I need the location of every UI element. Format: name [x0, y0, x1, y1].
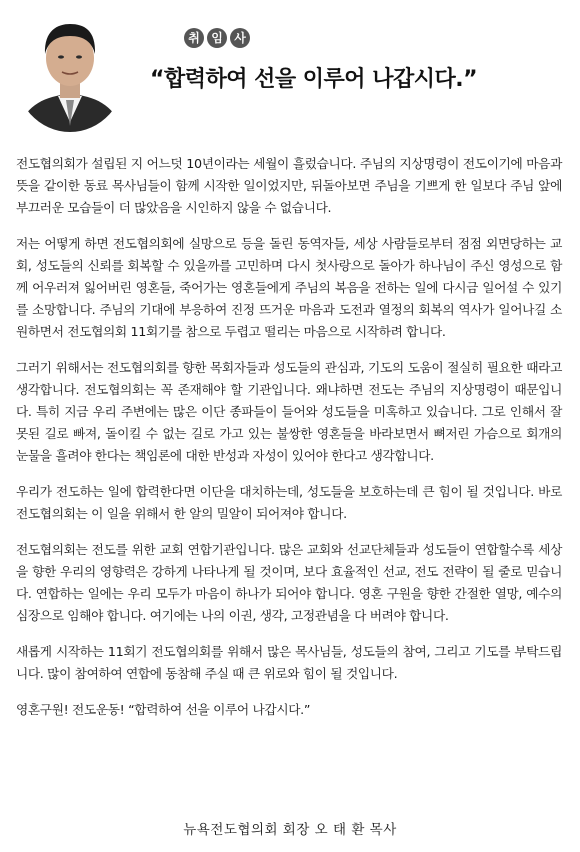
- body-text: [16, 153, 562, 735]
- badge-char: 사: [230, 28, 250, 48]
- paragraph: 우리가 전도하는 일에 합력한다면 이단을 대치하는데, 성도들을 보호하는데 큰 힘이 될 것입니다. 바로 전도협의회는 이 일을 위해서 한 알의 밀알이 되어져야 합니다.: [16, 484, 562, 521]
- portrait-illustration: [14, 10, 126, 132]
- paragraph: 새롭게 시작하는 11회기 전도협의회를 위해서 많은 목사님들, 성도들의 참여, 그리고 기도를 부탁드립니다. 많이 참여하여 연합에 동참해 주실 때 큰 위로와 힘이 될 것입니다.: [16, 644, 562, 681]
- portrait-photo: [14, 10, 126, 132]
- paragraph: 전도협의회가 설립된 지 어느덧 10년이라는 세월이 흘렀습니다. 주님의 지상명령이 전도이기에 마음과 뜻을 같이한 동료 목사님들이 함께 시작한 일이었지만, 뒤돌아보면 주님을 기쁘게 한 일보다 주님 앞에 부끄러운 모습들이 더 많았음을 시인하지 않을 수 없습니다.: [16, 156, 562, 215]
- headline: “합력하여 선을 이루어 나갑시다.”: [150, 67, 478, 92]
- badge-char: 취: [184, 28, 204, 48]
- paragraph: 그러기 위해서는 전도협의회를 향한 목회자들과 성도들의 관심과, 기도의 도움이 절실히 필요한 때라고 생각합니다. 전도협의회는 꼭 존재해야 할 기관입니다. 왜냐하면 전도는 주님의 지상명령이 때문입니다. 특히 지금 우리 주변에는 많은 이단 종파들이 들어와 성도들을 미혹하고 있습니다. 그로 인해서 잘못된 길로 빠져, 돌이킬 수 없는 길로 가고 있는 불쌍한 영혼들을 바라보면서 뼈저린 가슴으로 회개의 눈물을 흘려야 한다는 책임론에 대한 반성과 자성이 있어야 한다고 생각합니다.: [16, 360, 562, 463]
- badge-row: [184, 28, 250, 48]
- badge-char: 임: [207, 28, 227, 48]
- paragraph: 저는 어떻게 하면 전도협의회에 실망으로 등을 돌린 동역자들, 세상 사람들로부터 점점 외면당하는 교회, 성도들의 신뢰를 회복할 수 있을까를 고민하며 다시 첫사랑으로 돌아가 하나님이 주신 영성으로 함께 어우러져 잃어버린 영혼들, 죽어가는 영혼들에게 주님의 복음을 전하는 일에 다시금 일어설 수 있기를 소망합니다. 주님의 기대에 부응하여 진정 뜨거운 마음과 도전과 열정의 회복의 역사가 일어나길 소원하면서 전도협의회 11회기를 참으로 두렵고 떨리는 마음으로 시작하려 합니다.: [16, 236, 562, 339]
- paragraph: 전도협의회는 전도를 위한 교회 연합기관입니다. 많은 교회와 선교단체들과 성도들이 연합할수록 세상을 향한 우리의 영향력은 강하게 나타나게 될 것이며, 보다 효율적인 선교, 전도 전략이 될 줄로 믿습니다. 연합하는 일에는 우리 모두가 마음이 하나가 되어야 합니다. 영혼 구원을 향한 간절한 열망, 예수의 심장으로 임해야 합니다. 여기에는 나의 이권, 생각, 고정관념을 다 버려야 합니다.: [16, 542, 562, 623]
- paragraph: 영혼구원! 전도운동! “합력하여 선을 이루어 나갑시다.”: [16, 702, 311, 717]
- signature: 뉴욕전도협의회 회장 오 태 환 목사: [183, 822, 397, 838]
